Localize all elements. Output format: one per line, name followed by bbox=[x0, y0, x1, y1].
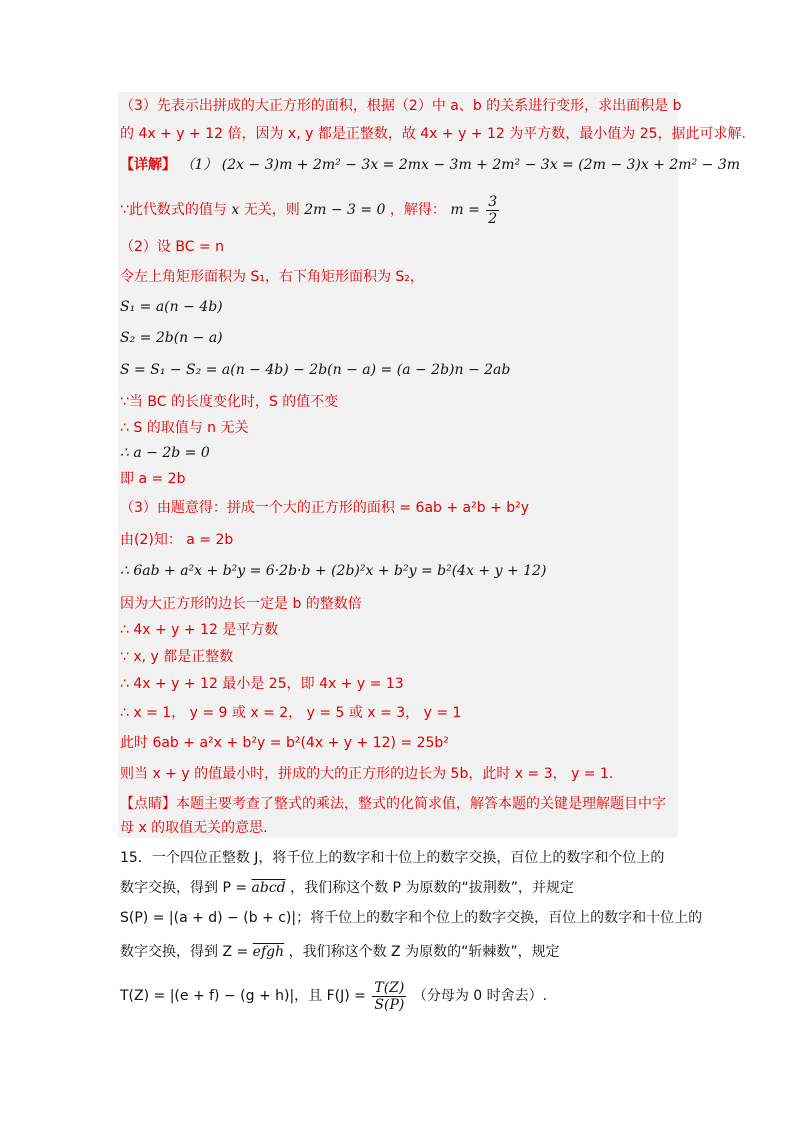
solutions: ∴ x = 1， y = 9 或 x = 2， y = 5 或 x = 3， y = 1 bbox=[120, 705, 462, 721]
independent-x: x bbox=[231, 202, 240, 218]
detail-part1: （1） (2x − 3)m + 2m² − 3x = 2mx − 3m + 2m² − 3x = (2m − 3)x + 2m² − 3m bbox=[180, 157, 741, 173]
side-multiple: 因为大正方形的边长一定是 b 的整数倍 bbox=[120, 596, 362, 612]
analysis-part3-line1: （3）先表示出拼成的大正方形的面积，根据（2）中 a、b 的关系进行变形，求出面积是 b bbox=[120, 98, 682, 114]
q15-line2-post: ，我们称这个数 P 为原数的“拔荆数”，并规定 bbox=[290, 880, 574, 896]
comment-line2: 母 x 的取值无关的意思. bbox=[120, 820, 268, 836]
q15-line4-overline: efgh bbox=[252, 944, 285, 960]
q15-line1: 15．一个四位正整数 J，将千位上的数字和十位上的数字交换，百位上的数字和个位上的 bbox=[120, 850, 665, 866]
f-frac-num: T(Z) bbox=[374, 979, 405, 996]
min-25: ∴ 4x + y + 12 最小是 25，即 4x + y = 13 bbox=[120, 676, 404, 692]
q15-line2 bbox=[120, 878, 574, 898]
conclusion: 则当 x + y 的值最小时，拼成的大的正方形的边长为 5b，此时 x = 3， y = 1. bbox=[120, 766, 614, 782]
eq-expand: ∴ 6ab + a²x + b²y = 6·2b·b + (2b)²x + b²y = b²(4x + y + 12) bbox=[120, 563, 547, 579]
eq-a2b: ∴ a − 2b = 0 bbox=[120, 445, 210, 461]
square-number: ∴ 4x + y + 12 是平方数 bbox=[120, 622, 279, 638]
q15-line5-pre: T(Z) = |(e + f) − (g + h)|，且 F(J) = bbox=[120, 988, 366, 1004]
eq-s1: S₁ = a(n − 4b) bbox=[120, 299, 223, 315]
independent-m: m = bbox=[450, 202, 480, 218]
q15-line2-overline: abcd bbox=[251, 880, 286, 896]
independent-eq: 2m − 3 = 0 bbox=[304, 202, 386, 218]
q15-line2-pre: 数字交换，得到 P = bbox=[120, 880, 252, 896]
q15-line3: S(P) = |(a + d) − (b + c)|；将千位上的数字和个位上的数字交换，百位上的数字和十位上的 bbox=[120, 910, 703, 926]
part3-area: （3）由题意得：拼成一个大的正方形的面积 = 6ab + a²b + b²y bbox=[120, 500, 530, 516]
from-part2: 由(2)知： a = 2b bbox=[120, 532, 234, 548]
f-fraction bbox=[372, 980, 406, 1013]
detail-line bbox=[120, 155, 740, 175]
positive-int: ∵ x, y 都是正整数 bbox=[120, 649, 234, 665]
eq-a-eq: 即 a = 2b bbox=[120, 471, 186, 487]
frac-den: 2 bbox=[488, 210, 498, 227]
part2-areas: 令左上角矩形面积为 S₁，右下角矩形面积为 S₂， bbox=[120, 269, 424, 285]
eq-s: S = S₁ − S₂ = a(n − 4b) − 2b(n − a) = (a − 2b)n − 2ab bbox=[120, 362, 511, 378]
bc-change: ∵当 BC 的长度变化时，S 的值不变 bbox=[120, 394, 339, 410]
q15-line4-post: ，我们称这个数 Z 为原数的“斩棘数”，规定 bbox=[288, 944, 560, 960]
q15-line5-post: （分母为 0 时舍去）. bbox=[412, 988, 548, 1004]
m-fraction bbox=[486, 194, 499, 227]
result: 此时 6ab + a²x + b²y = b²(4x + y + 12) = 25b² bbox=[120, 735, 449, 751]
eq-s2: S₂ = 2b(n − a) bbox=[120, 330, 223, 346]
independent-mid: 无关，则 bbox=[243, 202, 300, 218]
comment-line1: 【点睛】本题主要考查了整式的乘法，整式的化简求值，解答本题的关键是理解题目中字 bbox=[120, 796, 666, 812]
analysis-part3-line2: 的 4x + y + 12 倍，因为 x, y 都是正整数，故 4x + y + 12 为平方数，最小值为 25，据此可求解. bbox=[120, 126, 746, 142]
frac-num: 3 bbox=[488, 193, 498, 210]
q15-line4-pre: 数字交换，得到 Z = bbox=[120, 944, 253, 960]
part2-set: （2）设 BC = n bbox=[120, 239, 224, 255]
f-frac-den: S(P) bbox=[374, 996, 405, 1013]
detail-label: 【详解】 bbox=[120, 157, 176, 173]
independent-solve: ，解得： bbox=[389, 202, 446, 218]
q15-line5 bbox=[120, 978, 547, 1014]
s-independent: ∴ S 的取值与 n 无关 bbox=[120, 420, 249, 436]
independent-pre: ∵此代数式的值与 bbox=[120, 202, 227, 218]
q15-line4 bbox=[120, 942, 560, 962]
independent-line bbox=[120, 192, 501, 228]
